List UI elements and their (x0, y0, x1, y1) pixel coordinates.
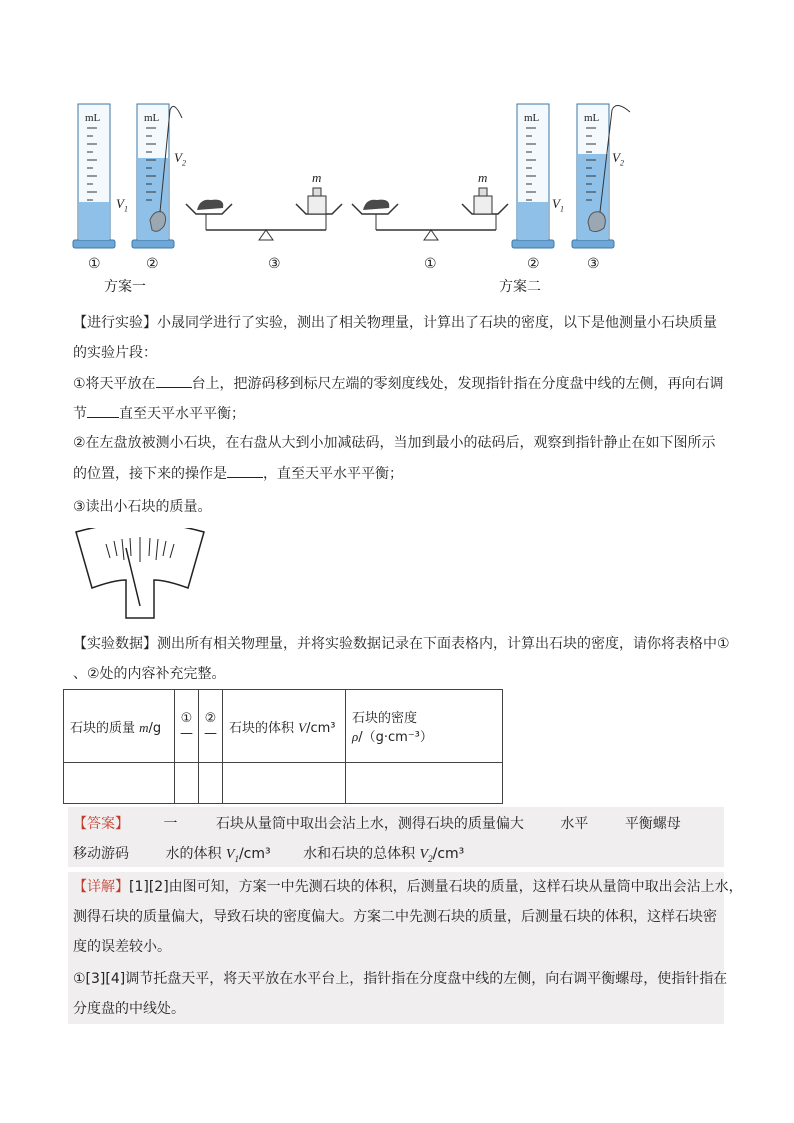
answer-4: 平衡螺母 (624, 816, 681, 832)
cylinder-2-unit: mL (144, 112, 160, 124)
s1-num-3: ③ (268, 257, 281, 272)
blank-2[interactable] (87, 403, 119, 418)
answer-line-1 (73, 813, 681, 833)
step-1-cont: 节 直至天平水平平衡； (73, 403, 245, 424)
cylinder-2 (132, 104, 182, 248)
cylinder-4-unit: mL (584, 112, 600, 124)
step-3: ③读出小石块的质量。 (73, 499, 212, 515)
answer-2: 石块从量筒中取出会沾上水，测得石块的质量偏大 (215, 816, 524, 832)
detail-line-2: 测得石块的质量偏大，导致石块的密度偏大。方案二中先测石块的质量，后测量石块的体积，这样石块密 (73, 909, 717, 925)
answer-line-2 (73, 843, 464, 864)
mass-label-2: m (478, 170, 488, 185)
cell-density[interactable] (346, 763, 503, 804)
s1-num-1: ① (88, 257, 101, 272)
s2-num-3: ③ (587, 257, 600, 272)
header-density: 石块的密度 ρ/（g·cm⁻³） (346, 690, 503, 763)
v1-label-scheme1: $V_1$ (116, 196, 128, 214)
balance-1 (186, 188, 342, 240)
header-blank-2[interactable]: ② — (199, 690, 223, 763)
v2-label-scheme2: $V_2$ (612, 150, 624, 168)
table-header-row (64, 690, 503, 763)
detail-line-3: 度的误差较小。 (73, 939, 171, 955)
scheme-1-caption: 方案一 (104, 279, 146, 295)
s2-num-1: ① (424, 257, 437, 272)
answer-6: 水的体积 $V_1$/cm³ (165, 846, 271, 864)
mass-label-1: m (312, 170, 322, 185)
data-line-1: 【实验数据】测出所有相关物理量，并将实验数据记录在下面表格内，计算出石块的密度，请你将表格中① (73, 636, 730, 652)
header-blank-1[interactable]: ① — (175, 690, 199, 763)
cylinder-3 (512, 104, 554, 248)
step-2: ②在左盘放被测小石块，在右盘从大到小加减砝码，当加到最小的砝码后，观察到指针静止在如下图所示 (73, 435, 716, 451)
data-table (63, 689, 503, 804)
balance-pointer-dial (70, 528, 210, 622)
answer-1: 一 (163, 816, 178, 832)
v2-label-scheme1: $V_2$ (174, 150, 186, 168)
answer-3: 水平 (560, 816, 589, 832)
v1-label-scheme2: $V_1$ (552, 196, 564, 214)
cylinder-1 (73, 104, 115, 248)
cylinder-4 (572, 104, 630, 248)
data-line-2: 、②处的内容补充完整。 (73, 666, 226, 682)
step-2-cont: 的位置，接下来的操作是 ，直至天平水平平衡； (73, 463, 403, 484)
experiment-line-1: 【进行实验】小晟同学进行了实验，测出了相关物理量，计算出了石块的密度，以下是他测量小石块质量 (73, 315, 717, 331)
cell-blank-2[interactable] (199, 763, 223, 804)
step-1: ①将天平放在 台上，把游码移到标尺左端的零刻度线处，发现指针指在分度盘中线的左侧，再向右调 (73, 373, 724, 394)
s2-num-2: ② (527, 257, 540, 272)
cylinders-and-balances-illustration (0, 0, 794, 300)
answer-5: 移动游码 (73, 846, 129, 862)
s1-num-2: ② (146, 257, 159, 272)
cylinder-3-unit: mL (524, 112, 540, 124)
scheme-2-caption: 方案二 (499, 279, 541, 295)
balance-2 (352, 188, 508, 240)
answer-block (68, 807, 724, 867)
blank-3[interactable] (227, 463, 263, 478)
answer-7: 水和石块的总体积 $V_2$/cm³ (303, 846, 465, 864)
header-volume: 石块的体积 V/cm³ (223, 690, 346, 763)
detail-tag: 【详解】 (73, 879, 129, 895)
detail-line-5: 分度盘的中线处。 (73, 1001, 185, 1017)
table-row (64, 763, 503, 804)
experiment-line-2: 的实验片段： (73, 345, 157, 361)
detail-line-4: ①[3][4]调节托盘天平，将天平放在水平台上，指针指在分度盘中线的左侧，向右调平衡螺母，使指针指在 (73, 971, 728, 987)
cell-volume[interactable] (223, 763, 346, 804)
cell-mass[interactable] (64, 763, 175, 804)
cell-blank-1[interactable] (175, 763, 199, 804)
header-mass: 石块的质量 m/g (64, 690, 175, 763)
blank-1[interactable] (156, 373, 192, 388)
detail-block (68, 872, 743, 1024)
answer-tag: 【答案】 (73, 816, 129, 832)
detail-line-1: 【详解】[1][2]由图可知，方案一中先测石块的体积，后测量石块的质量，这样石块从量筒中取出会沾上水， (73, 879, 743, 895)
cylinder-1-unit: mL (85, 112, 101, 124)
